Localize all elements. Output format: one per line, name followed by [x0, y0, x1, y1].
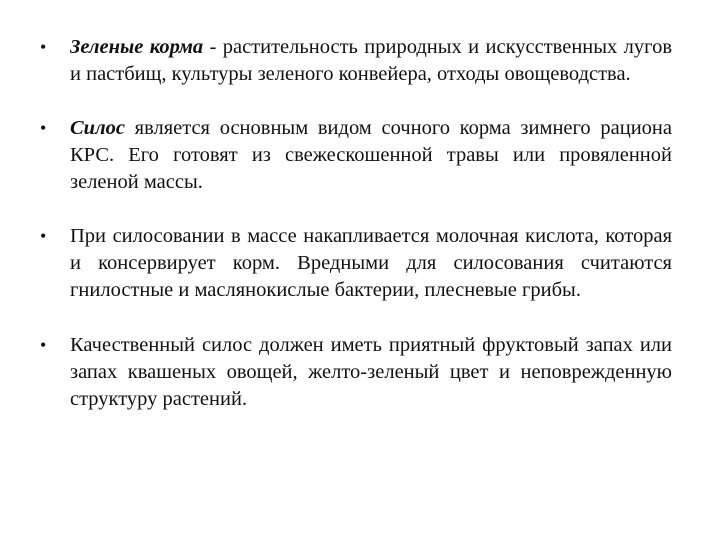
bullet-item-quality-silage	[40, 332, 672, 413]
term-green-fodder: Зеленые корма	[70, 36, 204, 58]
text-quality-silage: Качественный силос должен иметь приятный фруктовый запах или запах квашеных овощей, желто-зеленый цвет и неповрежденную структуру растений.	[70, 334, 672, 410]
term-silage: Силос	[70, 117, 125, 139]
bullet-dot-icon: •	[40, 118, 47, 138]
bullet-item-ensiling	[40, 223, 672, 304]
text-ensiling: При силосовании в массе накапливается молочная кислота, которая и консервирует корм. Вредными для силосования считаются гнилостные и маслянокислые бактерии, плесневые грибы.	[70, 225, 672, 301]
definition-silage: является основным видом сочного корма зимнего рациона КРС. Его готовят из свежескошенной травы или провяленной зеленой массы.	[70, 117, 672, 193]
bullet-item-green-fodder	[40, 34, 672, 88]
definition-green-fodder: - растительность природных и искусственных лугов и пастбищ, культуры зеленого конвейера, отходы овощеводства.	[70, 36, 672, 85]
bullet-dot-icon: •	[40, 226, 47, 246]
bullet-dot-icon: •	[40, 37, 47, 57]
bullet-item-silage	[40, 115, 672, 196]
bullet-dot-icon: •	[40, 335, 47, 355]
bullet-list	[40, 34, 672, 440]
